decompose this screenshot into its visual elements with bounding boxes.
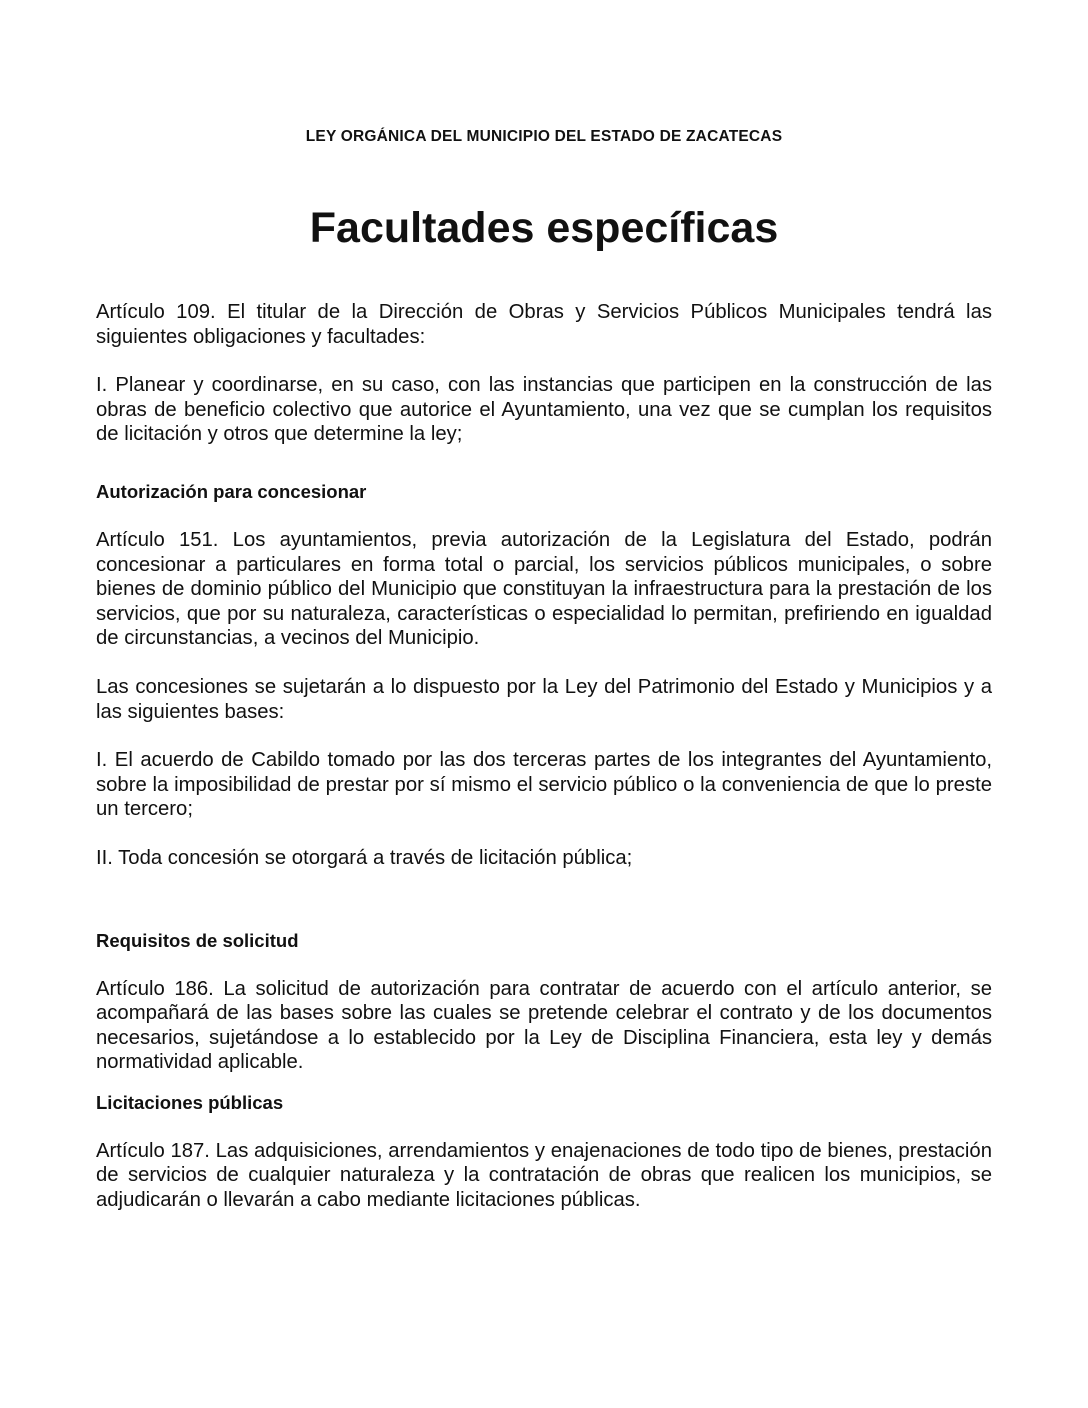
bases-item-2: II. Toda concesión se otorgará a través de licitación pública;: [96, 846, 633, 869]
concesiones-paragraph: Las concesiones se sujetarán a lo dispuesto por la Ley del Patrimonio del Estado y Municipios y a las siguientes bases:: [96, 675, 992, 723]
articulo-186: Artículo 186. La solicitud de autorización para contratar de acuerdo con el artículo anterior, se acompañará de las bases sobre las cuales se pretende celebrar el contrato y de los documentos necesarios, sujetándose a lo establecido por la Ley de Disciplina Financiera, esta ley y demás normatividad aplicable.: [96, 977, 992, 1074]
articulo-151: Artículo 151. Los ayuntamientos, previa autorización de la Legislatura del Estado, podrán concesionar a particulares en forma total o parcial, los servicios públicos municipales, o sobre bienes de dominio público del Municipio que constituyan la infraestructura para la prestación de los servicios, que por su naturaleza, características o especialidad lo permitan, prefiriendo en igualdad de circunstancias, a vecinos del Municipio.: [96, 528, 992, 650]
law-header: LEY ORGÁNICA DEL MUNICIPIO DEL ESTADO DE ZACATECAS: [305, 128, 783, 145]
bases-item-1: I. El acuerdo de Cabildo tomado por las dos terceras partes de los integrantes del Ayuntamiento, sobre la imposibilidad de prestar por sí mismo el servicio público o la conveniencia de que lo preste un tercero;: [96, 749, 992, 821]
document-title: Facultades específicas: [309, 204, 779, 252]
section-heading-requisitos: Requisitos de solicitud: [96, 929, 299, 951]
articulo-109: Artículo 109. El titular de la Dirección de Obras y Servicios Públicos Municipales tendrá las siguientes obligaciones y facultades:: [96, 301, 992, 348]
section-heading-autorizacion: Autorización para concesionar: [96, 480, 367, 502]
articulo-187: Artículo 187. Las adquisiciones, arrendamientos y enajenaciones de todo tipo de bienes, prestación de servicios de cualquier naturaleza y la contratación de obras que realicen los municipios, se adjudicarán o llevarán a cabo mediante licitaciones públicas.: [96, 1139, 992, 1212]
section-heading-licitaciones: Licitaciones públicas: [96, 1091, 284, 1113]
articulo-109-fraccion-1: I. Planear y coordinarse, en su caso, con las instancias que participen en la construcción de las obras de beneficio colectivo que autorice el Ayuntamiento, una vez que se cumplan los requisitos de licitación y otros que determine la ley;: [96, 374, 992, 446]
document-body: [96, 126, 992, 1213]
